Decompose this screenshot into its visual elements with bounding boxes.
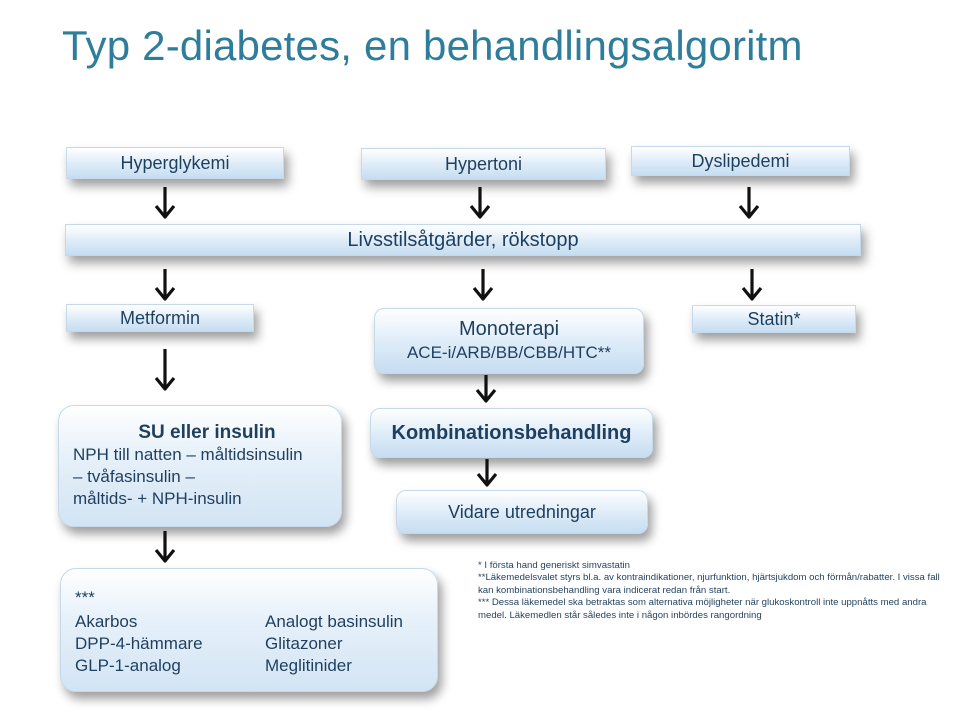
livsstil-box — [65, 224, 861, 256]
down-arrow-icon — [475, 374, 497, 404]
down-arrow-icon — [741, 268, 763, 302]
down-arrow-icon — [154, 348, 176, 392]
footnote-3: *** Dessa läkemedel ska betraktas som alternativa möjligheter när glukoskontroll inte uppnåtts med andra medel. Läkemedlen står således inte i någon inbördes rangordning — [478, 597, 927, 621]
su-line-3: måltids- + NPH-insulin — [73, 489, 242, 508]
alternativ-right-item: Glitazoner — [265, 634, 343, 653]
su-line-2: – tvåfasinsulin – — [73, 467, 195, 486]
metformin-label: Metformin — [119, 308, 200, 328]
vidare-utredningar-label: Vidare utredningar — [448, 502, 596, 522]
down-arrow-icon — [154, 530, 176, 564]
footnote-2: **Läkemedelsvalet styrs bl.a. av kontraindikationer, njurfunktion, hjärtsjukdom och förmån/rabatter. I vissa fall kan kombinationsbehandling vara indicerat redan från start. — [478, 572, 940, 596]
statin-label: Statin* — [747, 309, 801, 329]
su-eller-insulin-title: SU eller insulin — [138, 422, 276, 443]
alternativ-lakemedel-box — [60, 568, 438, 692]
monoterapi-title: Monoterapi — [458, 318, 560, 340]
alternativ-right-item: Meglitinider — [265, 656, 352, 675]
alternativ-right-item: Analogt basinsulin — [265, 612, 403, 631]
alternativ-right-column — [265, 611, 403, 677]
footnote-1: * I första hand generiskt simvastatin — [478, 560, 630, 571]
statin-box — [692, 305, 856, 333]
hyperglykemi-label: Hyperglykemi — [120, 153, 230, 173]
monoterapi-box — [374, 308, 644, 374]
alternativ-left-item: DPP-4-hämmare — [75, 634, 203, 653]
page-title: Typ 2-diabetes, en behandlingsalgoritm — [62, 22, 803, 69]
down-arrow-icon — [154, 268, 176, 302]
hypertoni-label: Hypertoni — [444, 154, 523, 174]
alternativ-left-item: Akarbos — [75, 612, 138, 631]
kombinationsbehandling-label: Kombinationsbehandling — [391, 422, 632, 444]
footnotes — [478, 560, 948, 622]
su-line-1: NPH till natten – måltidsinsulin — [73, 445, 303, 464]
livsstil-label: Livsstilsåtgärder, rökstopp — [347, 229, 579, 251]
down-arrow-icon — [476, 458, 498, 488]
dyslipedemi-box — [631, 146, 850, 176]
kombinationsbehandling-box — [370, 408, 653, 458]
down-arrow-icon — [738, 186, 760, 220]
hypertoni-box — [361, 148, 606, 180]
su-eller-insulin-box — [58, 405, 342, 527]
metformin-box — [66, 304, 254, 332]
alternativ-left-column — [75, 611, 203, 677]
down-arrow-icon — [469, 186, 491, 220]
down-arrow-icon — [472, 268, 494, 302]
down-arrow-icon — [154, 186, 176, 220]
dyslipedemi-label: Dyslipedemi — [691, 151, 790, 171]
alternativ-left-item: GLP-1-analog — [75, 656, 181, 675]
alternativ-stars: *** — [75, 588, 95, 607]
monoterapi-subtitle: ACE-i/ARB/BB/CBB/HTC** — [406, 343, 612, 362]
vidare-utredningar-box — [396, 490, 648, 534]
hyperglykemi-box — [66, 147, 284, 179]
